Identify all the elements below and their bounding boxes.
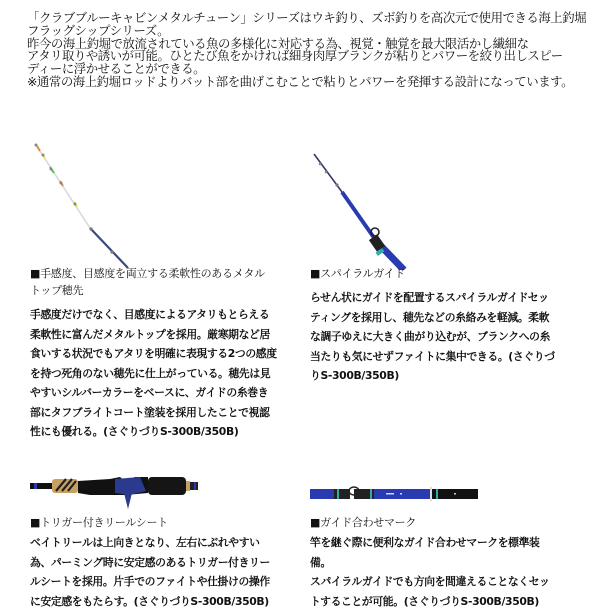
feature-description [30,305,320,442]
intro-line: 「クラブブルーキャビンメタルチューン」シリーズはウキ釣り、ズボ釣りを高次元で使用できる海上釣堀 [27,12,587,25]
description-line: 竿を継ぐ際に便利なガイド合わせマークを標準装 [310,533,600,553]
feature-trigger-reel-seat [30,514,320,611]
description-line: ルシートを採用。片手でのファイトや仕掛けの操作 [30,572,320,592]
description-line: 当たりも気にせずファイトに集中できる。(さぐりづ [310,347,600,367]
feature-guide-alignment-mark [310,514,600,611]
feature-title [310,514,600,531]
description-line: トすることが可能。(さぐりづりS-300B/350B) [310,592,600,611]
description-line: な調子ゆえに大きく曲がり込むが、ブランクへの糸 [310,327,600,347]
description-line: やすいシルバーカラーをベースに、ガイドの糸巻き [30,383,320,403]
feature-spiral-guide [310,265,600,386]
feature-title-line: ■手感度、目感度を両立する柔軟性のあるメタル [30,265,320,282]
spiral-guide-rod-image [312,152,412,270]
guide-alignment-mark-image [310,485,480,505]
description-line: りS-300B/350B) [310,366,600,386]
feature-title [310,265,600,282]
metal-top-tip-rod-image [30,140,140,268]
intro-line: アタリ取りや誘いが可能。ひとたび魚をかければ細身肉厚ブランクが粘りとパワーを絞り出しスピー [27,50,587,63]
intro-line: ※通常の海上釣堀ロッドよりバット部を曲げこむことで粘りとパワーを発揮する設計になっています。 [27,76,587,89]
feature-title-line: ■スパイラルガイド [310,265,600,282]
trigger-reel-seat-image [30,473,202,513]
feature-title-line: トップ穂先 [30,282,320,299]
description-line: 柔軟性に富んだメタルトップを採用。厳寒期など居 [30,325,320,345]
description-line: らせん状にガイドを配置するスパイラルガイドセッ [310,288,600,308]
description-line: に安定感をもたらす。(さぐりづりS-300B/350B) [30,592,320,611]
feature-description [310,288,600,386]
feature-metal-top-tip [30,265,320,442]
intro-line: ディーに浮かせることができる。 [27,63,587,76]
description-line: 備。 [310,553,600,573]
description-line: ベイトリールは上向きとなり、左右にぶれやすい [30,533,320,553]
feature-title-line: ■ガイド合わせマーク [310,514,600,531]
intro-paragraph [27,12,587,89]
description-line: 性にも優れる。(さぐりづりS-300B/350B) [30,422,320,442]
description-line: 食いする状況でもアタリを明確に表現する2つの感度 [30,344,320,364]
feature-description [30,533,320,611]
description-line: 手感度だけでなく、目感度によるアタリもとらえる [30,305,320,325]
description-line: ティングを採用し、穂先などの糸絡みを軽減。柔軟 [310,308,600,328]
description-line: を持つ死角のない穂先に仕上がっている。穂先は見 [30,364,320,384]
intro-line: フラッグシップシリーズ。 [27,25,587,38]
feature-title [30,514,320,531]
description-line: 部にタフブライトコート塗装を採用したことで視認 [30,403,320,423]
description-line: 為、パーミング時に安定感のあるトリガー付きリー [30,553,320,573]
intro-line: 昨今の海上釣堀で放流されている魚の多様化に対応する為、視覚・触覚を最大限活かし繊細な [27,38,587,51]
description-line: スパイラルガイドでも方向を間違えることなくセッ [310,572,600,592]
feature-description [310,533,600,611]
feature-title [30,265,320,299]
feature-title-line: ■トリガー付きリールシート [30,514,320,531]
